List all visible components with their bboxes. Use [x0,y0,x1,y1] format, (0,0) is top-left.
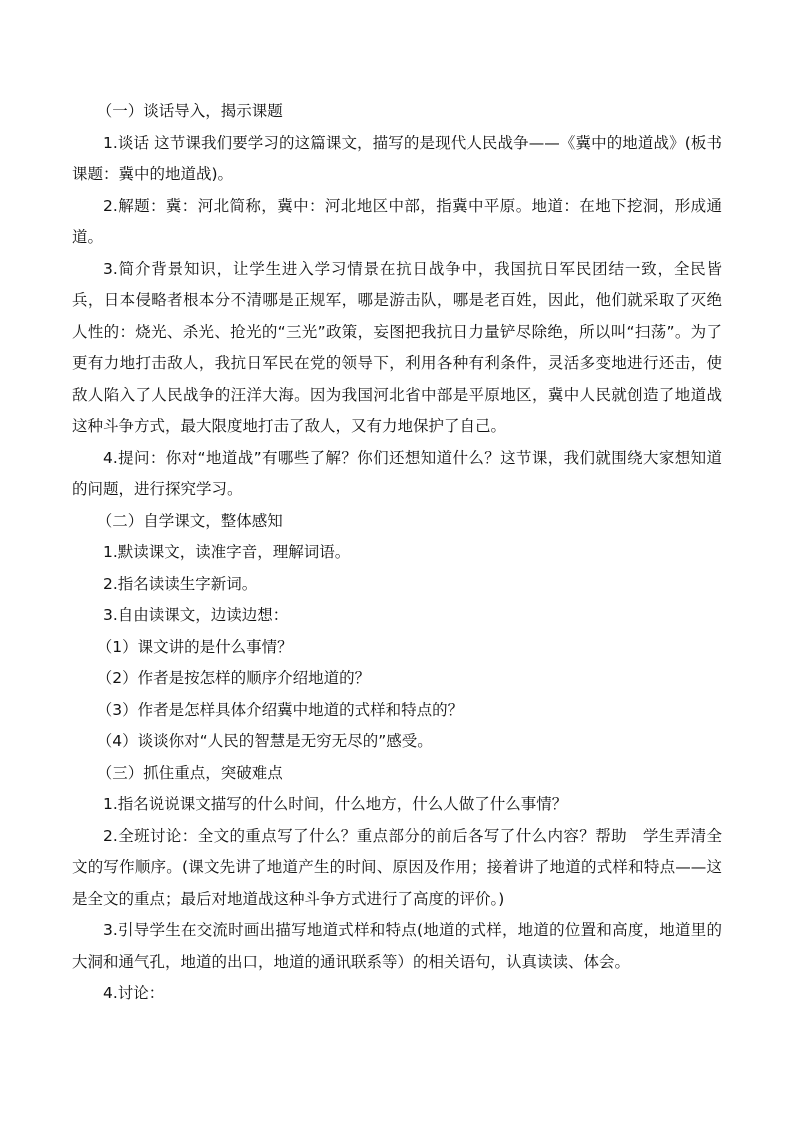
section-heading-2: （二）自学课文，整体感知 [96,511,283,530]
list-item-2: （2）作者是按怎样的顺序介绍地道的？ [96,669,371,687]
paragraph-guide: 3.引导学生在交流时画出描写地道式样和特点(地道的式样，地道的位置和高度，地道里的大洞和通气孔，地道的出口，地道的通讯联系等）的相关语句，认真读读、体会。 [72,921,722,971]
paragraph-talk: 1.谈话 这节课我们要学习的这篇课文，描写的是现代人民战争——《冀中的地道战》(板书课题：冀中的地道战)。 [72,133,722,183]
list-item-4: （4）谈谈你对“人民的智慧是无穷无尽的”感受。 [96,732,433,750]
list-item-3: （3）作者是怎样具体介绍冀中地道的式样和特点的？ [96,700,464,719]
paragraph-discuss: 4.讨论： [103,984,165,1002]
paragraph-free-reading: 3.自由读课文，边读边想： [103,606,289,624]
paragraph-new-words: 2.指名读读生字新词。 [103,574,258,593]
paragraph-background: 3.简介背景知识，让学生进入学习情景在抗日战争中，我国抗日军民团结一致，全民皆兵，日本侵略者根本分不清哪是正规军，哪是游击队，哪是老百姓，因此，他们就采取了灭绝人性的：烧光、杀光、抢光的“三光”政策，妄图把我抗日力量铲尽除绝，所以叫“扫荡”。为了更有力地打击敌人，我抗日军民在党的领导下，利用各种有利条件，灵活多变地进行还击，使敌人陷入了人民战争的汪洋大海。因为我国河北省中部是平原地区，冀中人民就创造了地道战这种斗争方式，最大限度地打击了敌人，又有力地保护了自己。 [72,259,722,435]
paragraph-retell: 1.指名说说课文描写的什么时间，什么地方，什么人做了什么事情？ [103,795,568,813]
paragraph-title-explain: 2.解题：冀：河北简称，冀中：河北地区中部，指冀中平原。地道：在地下挖洞，形成通道。 [72,196,722,246]
paragraph-silent-reading: 1.默读课文，读准字音，理解词语。 [103,543,351,561]
section-heading-3: （三）抓住重点，突破难点 [96,763,283,782]
section-heading-1: （一）谈话导入，揭示课题 [96,102,283,120]
paragraph-class-discussion: 2.全班讨论：全文的重点写了什么？重点部分的前后各写了什么内容？帮助 学生弄清全文的写作顺序。(课文先讲了地道产生的时间、原因及作用；接着讲了地道的式样和特点——这是全文的重点；最后对地道战这种斗争方式进行了高度的评价。) [72,826,722,908]
list-item-1: （1）课文讲的是什么事情？ [96,637,293,656]
paragraph-question: 4.提问：你对“地道战”有哪些了解？你们还想知道什么？这节课，我们就围绕大家想知道的问题，进行探究学习。 [72,448,722,498]
document-page [72,96,722,1010]
